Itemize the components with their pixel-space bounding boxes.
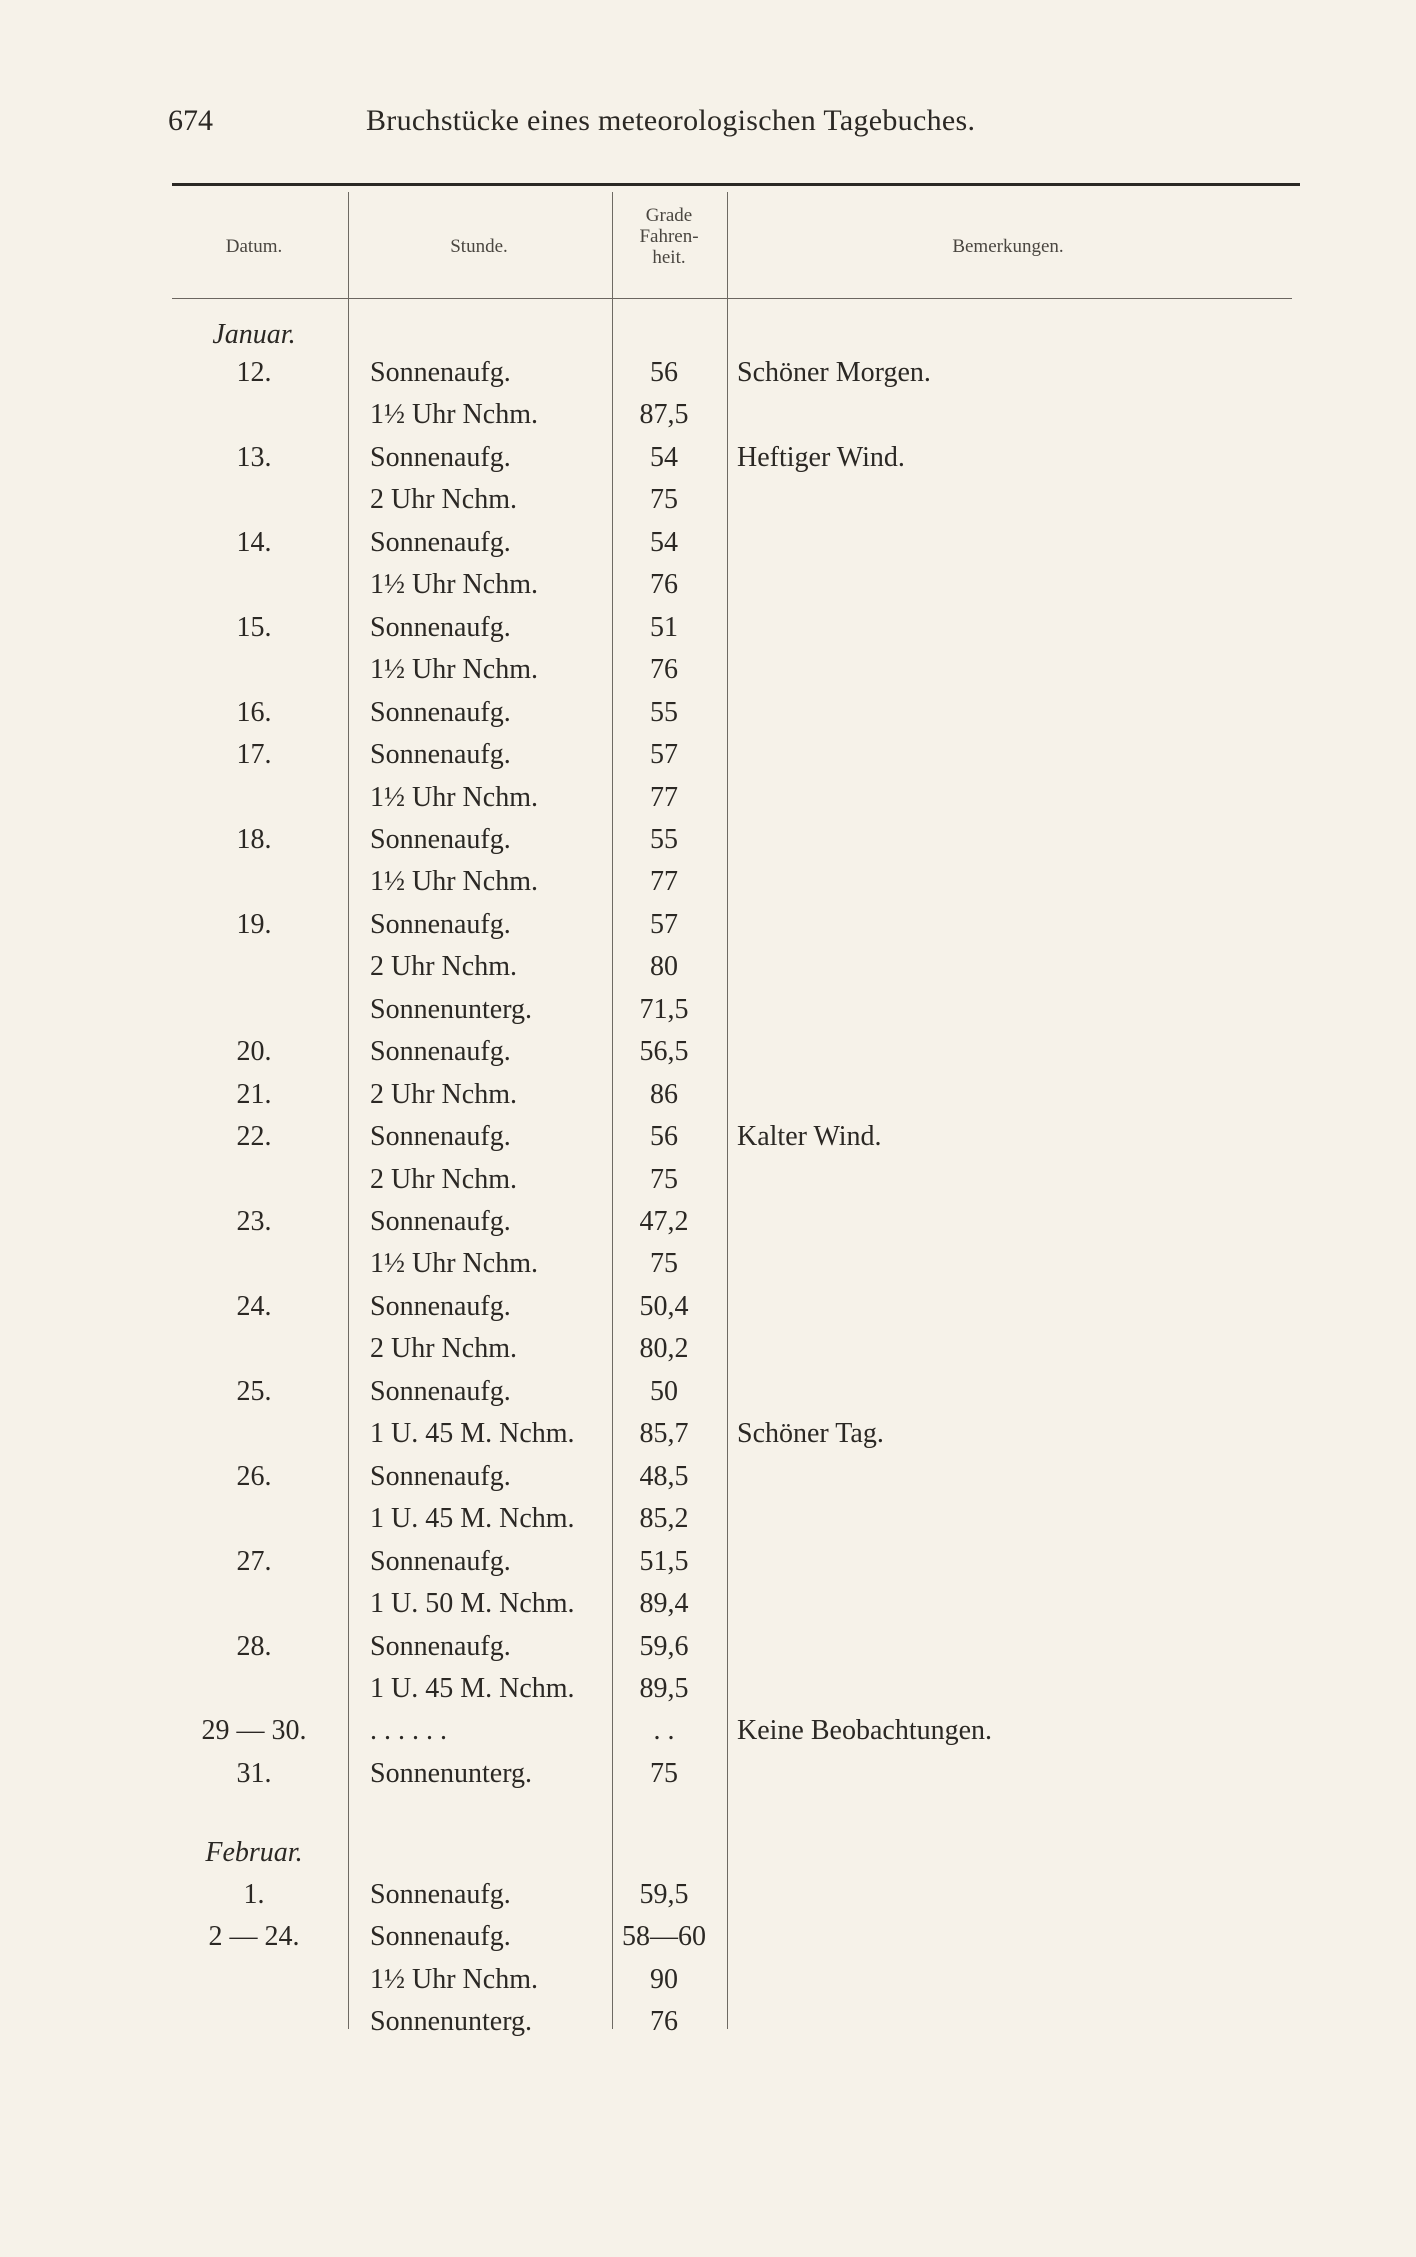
table-cell-grade: 56 — [650, 357, 678, 388]
table-cell-stunde: Sonnenaufg. — [370, 908, 511, 940]
table-cell-grade: 59,5 — [639, 1879, 689, 1910]
table-cell-grade: 89,5 — [639, 1672, 689, 1704]
table-cell-grade: 75 — [650, 1757, 678, 1789]
table-cell-stunde: Sonnenunterg. — [370, 1757, 533, 1789]
table-cell-stunde: Sonnenaufg. — [370, 526, 511, 558]
table-cell-grade: 85,2 — [639, 1503, 689, 1535]
table-cell-grade: 86 — [650, 1078, 678, 1110]
table-cell-grade: 56 — [650, 1121, 678, 1153]
table-cell-datum: 1. — [243, 1879, 265, 1910]
table-cell-grade: . . — [653, 1715, 675, 1747]
table-cell-stunde: 1½ Uhr Nchm. — [370, 654, 538, 686]
table-cell-datum: 15. — [236, 611, 272, 643]
table-cell-datum: 23. — [236, 1206, 272, 1237]
table-cell-datum: 31. — [236, 1757, 272, 1789]
table-cell-stunde: Sonnenaufg. — [370, 1206, 511, 1237]
table-cell-stunde: 2 Uhr Nchm. — [370, 1333, 517, 1365]
table-cell-stunde: 1½ Uhr Nchm. — [370, 1963, 538, 1995]
table-cell-stunde: 1 U. 45 M. Nchm. — [370, 1503, 575, 1535]
table-cell-datum: 14. — [236, 526, 272, 558]
table-cell-bem: Schöner Tag. — [737, 1418, 884, 1450]
table-cell-stunde: Sonnenaufg. — [370, 611, 511, 643]
table-cell-grade: 54 — [650, 441, 678, 473]
table-cell-datum: 28. — [236, 1630, 272, 1662]
table-cell-stunde: 2 Uhr Nchm. — [370, 1163, 517, 1195]
table-cell-grade: 77 — [650, 781, 678, 813]
table-cell-datum: 21. — [236, 1078, 272, 1110]
table-cell-stunde: 1 U. 50 M. Nchm. — [370, 1588, 575, 1620]
table-cell-datum: 13. — [236, 441, 272, 473]
table-cell-stunde: Sonnenaufg. — [370, 1121, 511, 1153]
table-cell-stunde: 1 U. 45 M. Nchm. — [370, 1672, 575, 1704]
column-header-bemerkungen: Bemerkungen. — [952, 236, 1064, 257]
column-header-stunde: Stunde. — [450, 236, 508, 257]
table-cell-grade: 57 — [650, 908, 678, 940]
table-cell-datum: 19. — [236, 908, 272, 940]
table-cell-datum: 17. — [236, 739, 272, 771]
table-cell-datum: 27. — [236, 1545, 272, 1577]
column-divider-1 — [348, 192, 349, 2029]
table-cell-grade: 87,5 — [639, 399, 689, 431]
table-cell-grade: 50 — [650, 1375, 678, 1407]
table-cell-grade: 75 — [650, 1248, 678, 1280]
running-title: Bruchstücke eines meteorologischen Tagebuches. — [366, 104, 976, 137]
table-cell-datum: 25. — [236, 1375, 272, 1407]
column-divider-3 — [727, 192, 728, 2029]
table-cell-grade: 85,7 — [639, 1418, 689, 1450]
table-cell-datum: 29 — 30. — [201, 1715, 307, 1747]
table-cell-datum: 12. — [236, 357, 272, 388]
table-cell-grade: 75 — [650, 484, 678, 516]
table-cell-stunde: Sonnenaufg. — [370, 1921, 511, 1953]
month-label-januar: Januar. — [212, 319, 296, 350]
table-cell-bem: Schöner Morgen. — [737, 357, 931, 388]
table-cell-stunde: Sonnenaufg. — [370, 357, 511, 388]
table-cell-grade: 80,2 — [639, 1333, 689, 1365]
table-cell-stunde: Sonnenaufg. — [370, 696, 511, 728]
table-cell-grade: 80 — [650, 951, 678, 983]
table-cell-stunde: Sonnenaufg. — [370, 739, 511, 771]
table-cell-grade: 55 — [650, 696, 678, 728]
page-number: 674 — [168, 104, 213, 137]
table-cell-grade: 50,4 — [639, 1290, 689, 1322]
table-cell-stunde: Sonnenaufg. — [370, 441, 511, 473]
table-cell-grade: 56,5 — [639, 1036, 689, 1068]
header-divider — [172, 298, 1292, 299]
column-header-grade-line-3: heit. — [652, 247, 686, 268]
table-cell-stunde: 1½ Uhr Nchm. — [370, 569, 538, 601]
table-cell-grade: 76 — [650, 569, 678, 601]
table-cell-datum: 20. — [236, 1036, 272, 1068]
table-cell-stunde: Sonnenaufg. — [370, 1460, 511, 1492]
column-header-grade — [610, 205, 728, 268]
table-cell-grade: 55 — [650, 823, 678, 855]
page-header — [168, 104, 1268, 144]
table-cell-grade: 75 — [650, 1163, 678, 1195]
table-cell-stunde: 1½ Uhr Nchm. — [370, 781, 538, 813]
table-cell-grade: 89,4 — [639, 1588, 689, 1620]
table-cell-datum: 22. — [236, 1121, 272, 1153]
table-cell-stunde: 2 Uhr Nchm. — [370, 1078, 517, 1110]
table-cell-stunde: Sonnenaufg. — [370, 1290, 511, 1322]
table-top-rule — [172, 183, 1300, 186]
column-header-datum: Datum. — [225, 236, 283, 257]
table-cell-grade: 90 — [650, 1963, 678, 1995]
table-cell-grade: 77 — [650, 866, 678, 898]
table-cell-stunde: Sonnenunterg. — [370, 993, 533, 1025]
table-cell-stunde: Sonnenunterg. — [370, 2006, 533, 2038]
month-label-februar: Februar. — [205, 1837, 303, 1868]
table-cell-bem: Kalter Wind. — [737, 1121, 882, 1153]
table-cell-grade: 76 — [650, 2006, 678, 2038]
table-cell-bem: Heftiger Wind. — [737, 441, 905, 473]
table-cell-stunde: Sonnenaufg. — [370, 823, 511, 855]
table-cell-grade: 71,5 — [639, 993, 689, 1025]
table-cell-stunde: 1½ Uhr Nchm. — [370, 866, 538, 898]
table-cell-datum: 26. — [236, 1460, 272, 1492]
table-cell-grade: 76 — [650, 654, 678, 686]
table-cell-grade: 48,5 — [639, 1460, 689, 1492]
table-cell-stunde: Sonnenaufg. — [370, 1545, 511, 1577]
table-cell-stunde: Sonnenaufg. — [370, 1375, 511, 1407]
column-header-grade-line-2: Fahren- — [639, 226, 699, 247]
table-cell-grade: 59,6 — [639, 1630, 689, 1662]
column-header-grade-line-1: Grade — [645, 205, 693, 226]
table-cell-stunde: Sonnenaufg. — [370, 1879, 511, 1910]
table-cell-datum: 18. — [236, 823, 272, 855]
table-cell-grade: 51 — [650, 611, 678, 643]
table-cell-stunde: 1½ Uhr Nchm. — [370, 399, 538, 431]
table-cell-stunde: 2 Uhr Nchm. — [370, 484, 517, 516]
table-cell-stunde: 1½ Uhr Nchm. — [370, 1248, 538, 1280]
table-cell-stunde: Sonnenaufg. — [370, 1630, 511, 1662]
table-cell-stunde: Sonnenaufg. — [370, 1036, 511, 1068]
table-cell-bem: Keine Beobachtungen. — [737, 1715, 993, 1747]
table-cell-datum: 2 — 24. — [208, 1921, 300, 1953]
table-cell-datum: 24. — [236, 1290, 272, 1322]
column-divider-2 — [612, 192, 613, 2029]
table-cell-datum: 16. — [236, 696, 272, 728]
table-cell-grade: 58—60 — [622, 1921, 706, 1953]
table-cell-stunde: 1 U. 45 M. Nchm. — [370, 1418, 575, 1450]
table-cell-grade: 57 — [650, 739, 678, 771]
table-cell-stunde: . . . . . . — [370, 1715, 447, 1747]
table-cell-grade: 54 — [650, 526, 678, 558]
table-cell-stunde: 2 Uhr Nchm. — [370, 951, 517, 983]
table-cell-grade: 47,2 — [639, 1206, 689, 1237]
table-cell-grade: 51,5 — [639, 1545, 689, 1577]
